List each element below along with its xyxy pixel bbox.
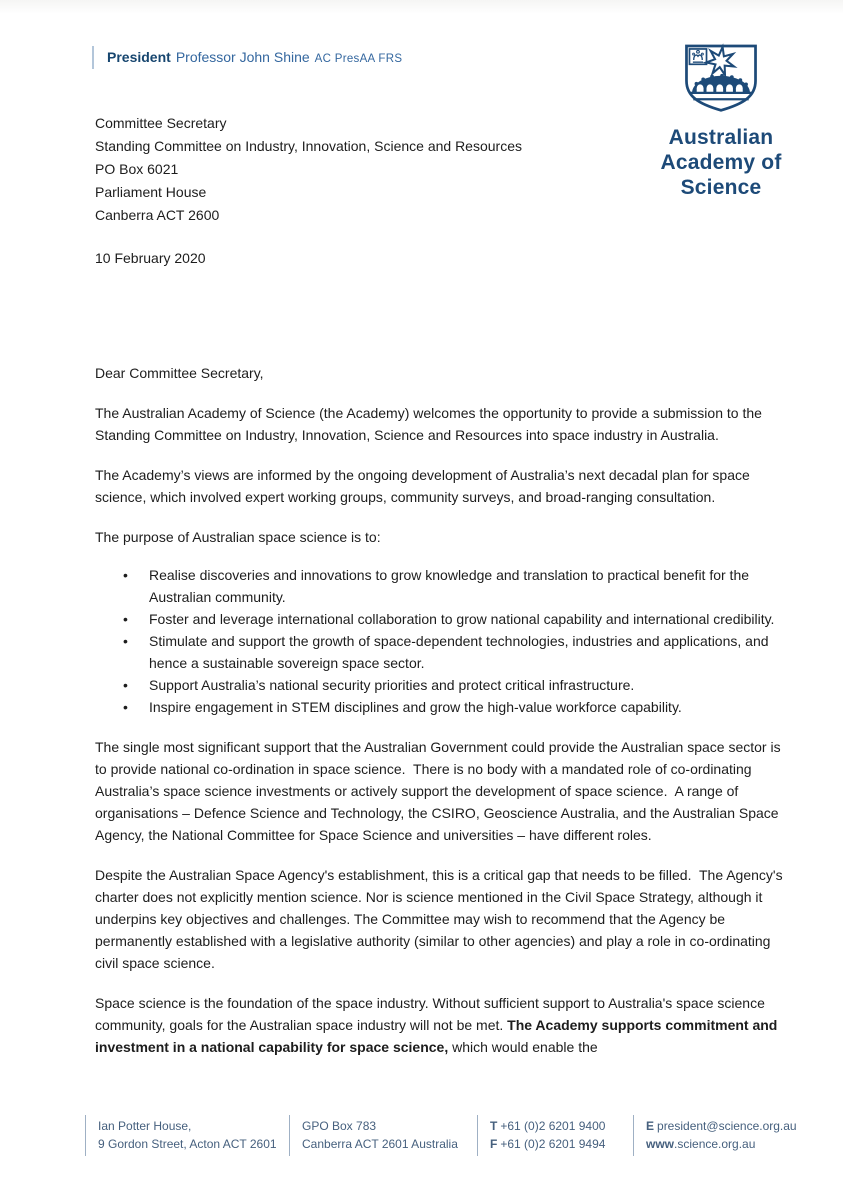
footer-website xyxy=(646,1135,797,1153)
foundation-text-post: which would enable the xyxy=(448,1039,598,1055)
paragraph-views: The Academy’s views are informed by the ongoing development of Australia’s next decadal plan for space science, which involved expert working groups, community surveys, and broad-ranging consultation. xyxy=(95,467,754,505)
president-label: President xyxy=(107,49,171,65)
recipient-address xyxy=(95,112,783,227)
president-line xyxy=(92,46,402,69)
academy-shield-icon xyxy=(656,40,786,115)
recipient-line: Canberra ACT 2600 xyxy=(95,207,220,223)
footer-phone-fax xyxy=(477,1115,633,1156)
list-item xyxy=(95,608,783,630)
list-item xyxy=(95,630,783,674)
footer-email xyxy=(646,1117,797,1135)
footer-street-address xyxy=(85,1115,289,1156)
footer-postal-address xyxy=(289,1115,477,1156)
footer-line: 9 Gordon Street, Acton ACT 2601 xyxy=(98,1137,277,1151)
bullet-text: Foster and leverage international collaboration to grow national capability and international credibility. xyxy=(149,611,775,627)
list-item xyxy=(95,696,783,718)
web-label: www xyxy=(646,1137,675,1151)
list-item xyxy=(95,564,783,608)
web-address: .science.org.au xyxy=(674,1137,756,1151)
recipient-line: Committee Secretary xyxy=(95,115,227,131)
email-label: E xyxy=(646,1119,655,1133)
footer-line: Canberra ACT 2601 Australia xyxy=(302,1137,458,1151)
footer-email-web xyxy=(633,1115,797,1156)
letterhead-footer xyxy=(85,1115,797,1156)
bullet-icon: • xyxy=(123,611,128,627)
footer-phone xyxy=(490,1117,633,1135)
foundation-text-pre: Space science is the foundation of the space industry. Without sufficient support to Australia's space science community, goals for the Australian space industry will not be met. xyxy=(95,995,769,1033)
letter-date: 10 February 2020 xyxy=(95,250,206,266)
bullet-text: Stimulate and support the growth of space-dependent technologies, industries and applications, and hence a sustainable sovereign space sector. xyxy=(149,633,769,671)
bullet-text: Realise discoveries and innovations to grow knowledge and translation to practical benefit for the Australian community. xyxy=(149,567,750,605)
bullet-icon: • xyxy=(123,567,128,583)
president-honours: AC PresAA FRS xyxy=(314,53,403,65)
bullet-text: Support Australia’s national security priorities and protect critical infrastructure. xyxy=(149,677,635,693)
footer-line: GPO Box 783 xyxy=(302,1119,377,1133)
email-address: president@science.org.au xyxy=(657,1119,797,1133)
purpose-bullet-list xyxy=(95,564,783,718)
foundation-text-bold: The Academy supports commitment and investment in a national capability for space science, xyxy=(95,1017,782,1055)
fax-label: F xyxy=(490,1137,498,1151)
paragraph-intro: The Australian Academy of Science (the Academy) welcomes the opportunity to provide a submission to the Standing Committee on Industry, Innovation, Science and Resources into space industry in Australia. xyxy=(95,405,766,443)
phone-number: +61 (0)2 6201 9400 xyxy=(500,1119,606,1133)
salutation: Dear Committee Secretary, xyxy=(95,365,264,381)
recipient-line: Standing Committee on Industry, Innovation, Science and Resources xyxy=(95,138,522,154)
list-item xyxy=(95,674,783,696)
wordmark-line-3: Science xyxy=(680,176,762,199)
bullet-icon: • xyxy=(123,677,128,693)
recipient-line: PO Box 6021 xyxy=(95,161,179,177)
bullet-text: Inspire engagement in STEM disciplines and grow the high-value workforce capability. xyxy=(149,699,682,715)
wordmark-line-1: Australian xyxy=(668,126,774,149)
bullet-icon: • xyxy=(123,633,128,649)
letter-body xyxy=(95,112,787,1058)
phone-label: T xyxy=(490,1119,498,1133)
wordmark-line-2: Academy of xyxy=(660,151,782,174)
recipient-line: Parliament House xyxy=(95,184,207,200)
bullet-icon: • xyxy=(123,699,128,715)
president-name: Professor John Shine xyxy=(175,49,310,65)
footer-line: Ian Potter House, xyxy=(98,1119,192,1133)
fax-number: +61 (0)2 6201 9494 xyxy=(500,1137,606,1151)
paragraph-foundation xyxy=(95,992,783,1058)
paragraph-purpose-lead: The purpose of Australian space science is to: xyxy=(95,529,381,545)
paragraph-agency-gap: Despite the Australian Space Agency's establishment, this is a critical gap that needs to be filled. The Agency's charter does not explicitly mention science. Nor is science mentioned in the Civil Space Strategy, although it underpins key objectives and challenges. The Committee may wish to recommend that the Agency be permanently established with a legislative authority (similar to other agencies) and play a role in co-ordinating civil space science. xyxy=(95,867,787,971)
footer-fax xyxy=(490,1135,633,1153)
paragraph-coordination: The single most significant support that the Australian Government could provide the Australian space sector is to provide national co-ordination in space science. There is no body with a mandated role of co-ordinating Australia’s space science investments or actively support the development of space science. A range of organisations – Defence Science and Technology, the CSIRO, Geoscience Australia, and the Australian Space Agency, the National Committee for Space Science and universities – have different roles. xyxy=(95,739,785,843)
